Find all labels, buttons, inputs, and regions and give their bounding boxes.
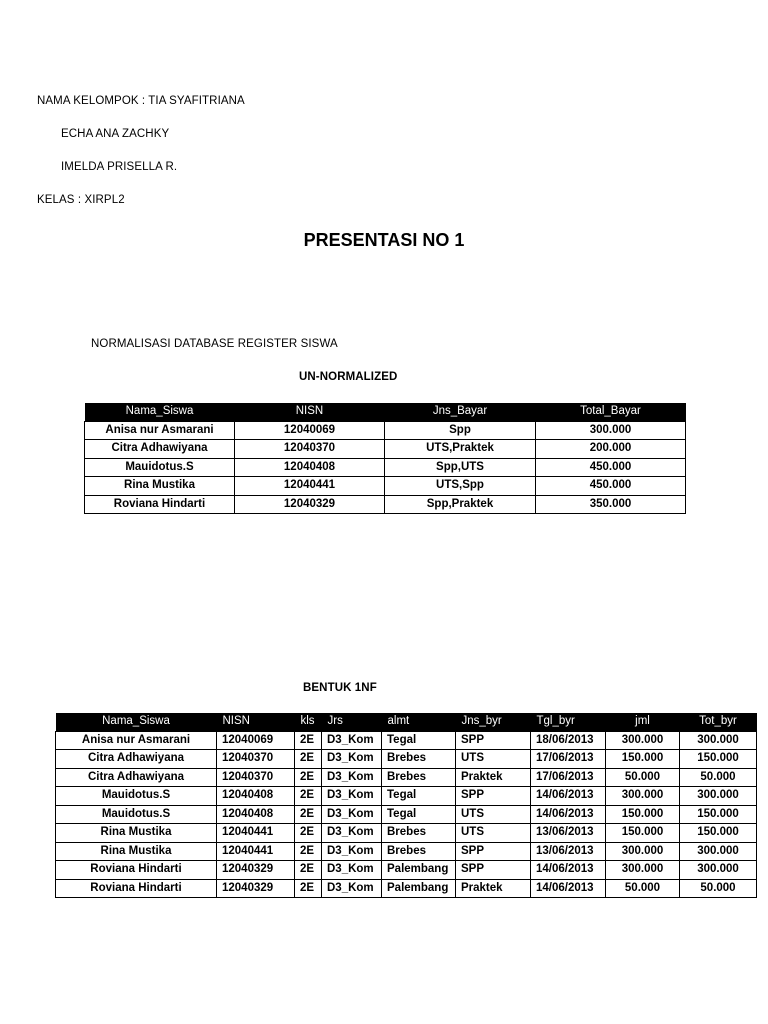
table-cell: 300.000 <box>536 421 686 440</box>
table-cell: UTS <box>456 805 531 824</box>
member-line-3: IMELDA PRISELLA R. <box>61 161 178 173</box>
table-row <box>56 824 757 843</box>
table-cell: 12040370 <box>235 440 385 459</box>
table-cell: 2E <box>295 787 322 806</box>
table-cell: Spp,Praktek <box>385 495 536 514</box>
table-cell: 150.000 <box>606 805 680 824</box>
table-cell: 150.000 <box>606 750 680 769</box>
table-cell: Spp <box>385 421 536 440</box>
table-cell: 2E <box>295 805 322 824</box>
table-cell: 14/06/2013 <box>531 861 606 880</box>
table-cell: 12040370 <box>217 750 295 769</box>
table-row <box>56 731 757 750</box>
table-cell: Praktek <box>456 768 531 787</box>
table-cell: Anisa nur Asmarani <box>85 421 235 440</box>
table-cell: 14/06/2013 <box>531 787 606 806</box>
column-header: almt <box>382 713 456 731</box>
table-row <box>56 787 757 806</box>
table-cell: 350.000 <box>536 495 686 514</box>
table-cell: 2E <box>295 879 322 898</box>
table-cell: 12040069 <box>217 731 295 750</box>
table-row <box>85 458 686 477</box>
table-cell: 2E <box>295 750 322 769</box>
table-row <box>85 477 686 496</box>
table-cell: D3_Kom <box>322 824 382 843</box>
table-cell: Citra Adhawiyana <box>56 750 217 769</box>
table-cell: 450.000 <box>536 477 686 496</box>
table-cell: 13/06/2013 <box>531 842 606 861</box>
table-row <box>56 861 757 880</box>
column-header: jml <box>606 713 680 731</box>
table-cell: Rina Mustika <box>85 477 235 496</box>
table-cell: Brebes <box>382 768 456 787</box>
table-cell: 200.000 <box>536 440 686 459</box>
table-cell: Mauidotus.S <box>56 787 217 806</box>
table-cell: 50.000 <box>680 768 757 787</box>
section-subtitle: NORMALISASI DATABASE REGISTER SISWA <box>91 338 338 350</box>
table-cell: Roviana Hindarti <box>56 879 217 898</box>
table-cell: 13/06/2013 <box>531 824 606 843</box>
table-cell: D3_Kom <box>322 842 382 861</box>
table-row <box>85 495 686 514</box>
table-header-row <box>85 403 686 421</box>
table-cell: Palembang <box>382 879 456 898</box>
table-cell: D3_Kom <box>322 787 382 806</box>
table-cell: 2E <box>295 824 322 843</box>
table-cell: 300.000 <box>680 861 757 880</box>
table-row <box>56 768 757 787</box>
table-cell: Rina Mustika <box>56 842 217 861</box>
page-title: PRESENTASI NO 1 <box>303 230 465 250</box>
table-cell: Brebes <box>382 842 456 861</box>
table-cell: UTS <box>456 750 531 769</box>
class-line: KELAS : XIRPL2 <box>37 194 125 206</box>
table-cell: D3_Kom <box>322 750 382 769</box>
table-cell: 18/06/2013 <box>531 731 606 750</box>
table-cell: 12040408 <box>217 787 295 806</box>
column-header: NISN <box>217 713 295 731</box>
table-cell: SPP <box>456 861 531 880</box>
table-cell: Anisa nur Asmarani <box>56 731 217 750</box>
table-cell: 12040441 <box>217 824 295 843</box>
table2-caption: BENTUK 1NF <box>303 682 377 694</box>
table-cell: D3_Kom <box>322 861 382 880</box>
table-cell: SPP <box>456 787 531 806</box>
table-cell: 50.000 <box>680 879 757 898</box>
member-line-2: ECHA ANA ZACHKY <box>61 128 170 140</box>
table-cell: 150.000 <box>606 824 680 843</box>
table-cell: Tegal <box>382 787 456 806</box>
column-header: NISN <box>235 403 385 421</box>
table-cell: 300.000 <box>606 731 680 750</box>
unnormalized-table <box>84 403 686 514</box>
table-row <box>56 842 757 861</box>
table-cell: Roviana Hindarti <box>85 495 235 514</box>
table-cell: 17/06/2013 <box>531 750 606 769</box>
table-cell: 2E <box>295 861 322 880</box>
table-cell: Palembang <box>382 861 456 880</box>
table-cell: Citra Adhawiyana <box>56 768 217 787</box>
table-cell: D3_Kom <box>322 731 382 750</box>
table-cell: 300.000 <box>680 842 757 861</box>
table-cell: UTS,Praktek <box>385 440 536 459</box>
table-cell: Mauidotus.S <box>85 458 235 477</box>
table-cell: Tegal <box>382 731 456 750</box>
table-cell: 150.000 <box>680 824 757 843</box>
table-cell: Mauidotus.S <box>56 805 217 824</box>
column-header: Nama_Siswa <box>56 713 217 731</box>
table-cell: 2E <box>295 842 322 861</box>
table-cell: Spp,UTS <box>385 458 536 477</box>
table-cell: 300.000 <box>606 787 680 806</box>
table-cell: 12040329 <box>235 495 385 514</box>
column-header: Nama_Siswa <box>85 403 235 421</box>
table-cell: 300.000 <box>680 731 757 750</box>
table-cell: 12040441 <box>217 842 295 861</box>
column-header: Tot_byr <box>680 713 757 731</box>
table-row <box>56 879 757 898</box>
table-cell: 450.000 <box>536 458 686 477</box>
table-cell: 14/06/2013 <box>531 805 606 824</box>
table-cell: UTS <box>456 824 531 843</box>
table-cell: Tegal <box>382 805 456 824</box>
table-cell: 12040329 <box>217 861 295 880</box>
table-cell: Praktek <box>456 879 531 898</box>
table-cell: 12040408 <box>235 458 385 477</box>
table-cell: 150.000 <box>680 805 757 824</box>
column-header: Tgl_byr <box>531 713 606 731</box>
table-cell: 300.000 <box>606 842 680 861</box>
table-row <box>85 421 686 440</box>
table-cell: 12040069 <box>235 421 385 440</box>
table-cell: 2E <box>295 768 322 787</box>
table-cell: 2E <box>295 731 322 750</box>
table-cell: 12040441 <box>235 477 385 496</box>
table-header-row <box>56 713 757 731</box>
table-cell: Rina Mustika <box>56 824 217 843</box>
table-cell: SPP <box>456 731 531 750</box>
table-cell: Brebes <box>382 750 456 769</box>
table-row <box>56 750 757 769</box>
group-name-line: NAMA KELOMPOK : TIA SYAFITRIANA <box>37 95 245 107</box>
table-cell: 12040370 <box>217 768 295 787</box>
table-cell: 150.000 <box>680 750 757 769</box>
table-cell: 50.000 <box>606 879 680 898</box>
column-header: kls <box>295 713 322 731</box>
table-row <box>85 440 686 459</box>
table-cell: D3_Kom <box>322 879 382 898</box>
table-cell: Roviana Hindarti <box>56 861 217 880</box>
table-cell: Citra Adhawiyana <box>85 440 235 459</box>
table-cell: 12040329 <box>217 879 295 898</box>
table-cell: 50.000 <box>606 768 680 787</box>
column-header: Jns_Bayar <box>385 403 536 421</box>
column-header: Jrs <box>322 713 382 731</box>
table-cell: 300.000 <box>606 861 680 880</box>
table1-caption: UN-NORMALIZED <box>299 371 398 383</box>
table-cell: 17/06/2013 <box>531 768 606 787</box>
table-cell: 12040408 <box>217 805 295 824</box>
table-cell: UTS,Spp <box>385 477 536 496</box>
table-cell: 300.000 <box>680 787 757 806</box>
table-row <box>56 805 757 824</box>
table-cell: Brebes <box>382 824 456 843</box>
table-cell: D3_Kom <box>322 768 382 787</box>
column-header: Jns_byr <box>456 713 531 731</box>
table-cell: 14/06/2013 <box>531 879 606 898</box>
1nf-table <box>55 713 757 898</box>
column-header: Total_Bayar <box>536 403 686 421</box>
table-cell: SPP <box>456 842 531 861</box>
table-cell: D3_Kom <box>322 805 382 824</box>
